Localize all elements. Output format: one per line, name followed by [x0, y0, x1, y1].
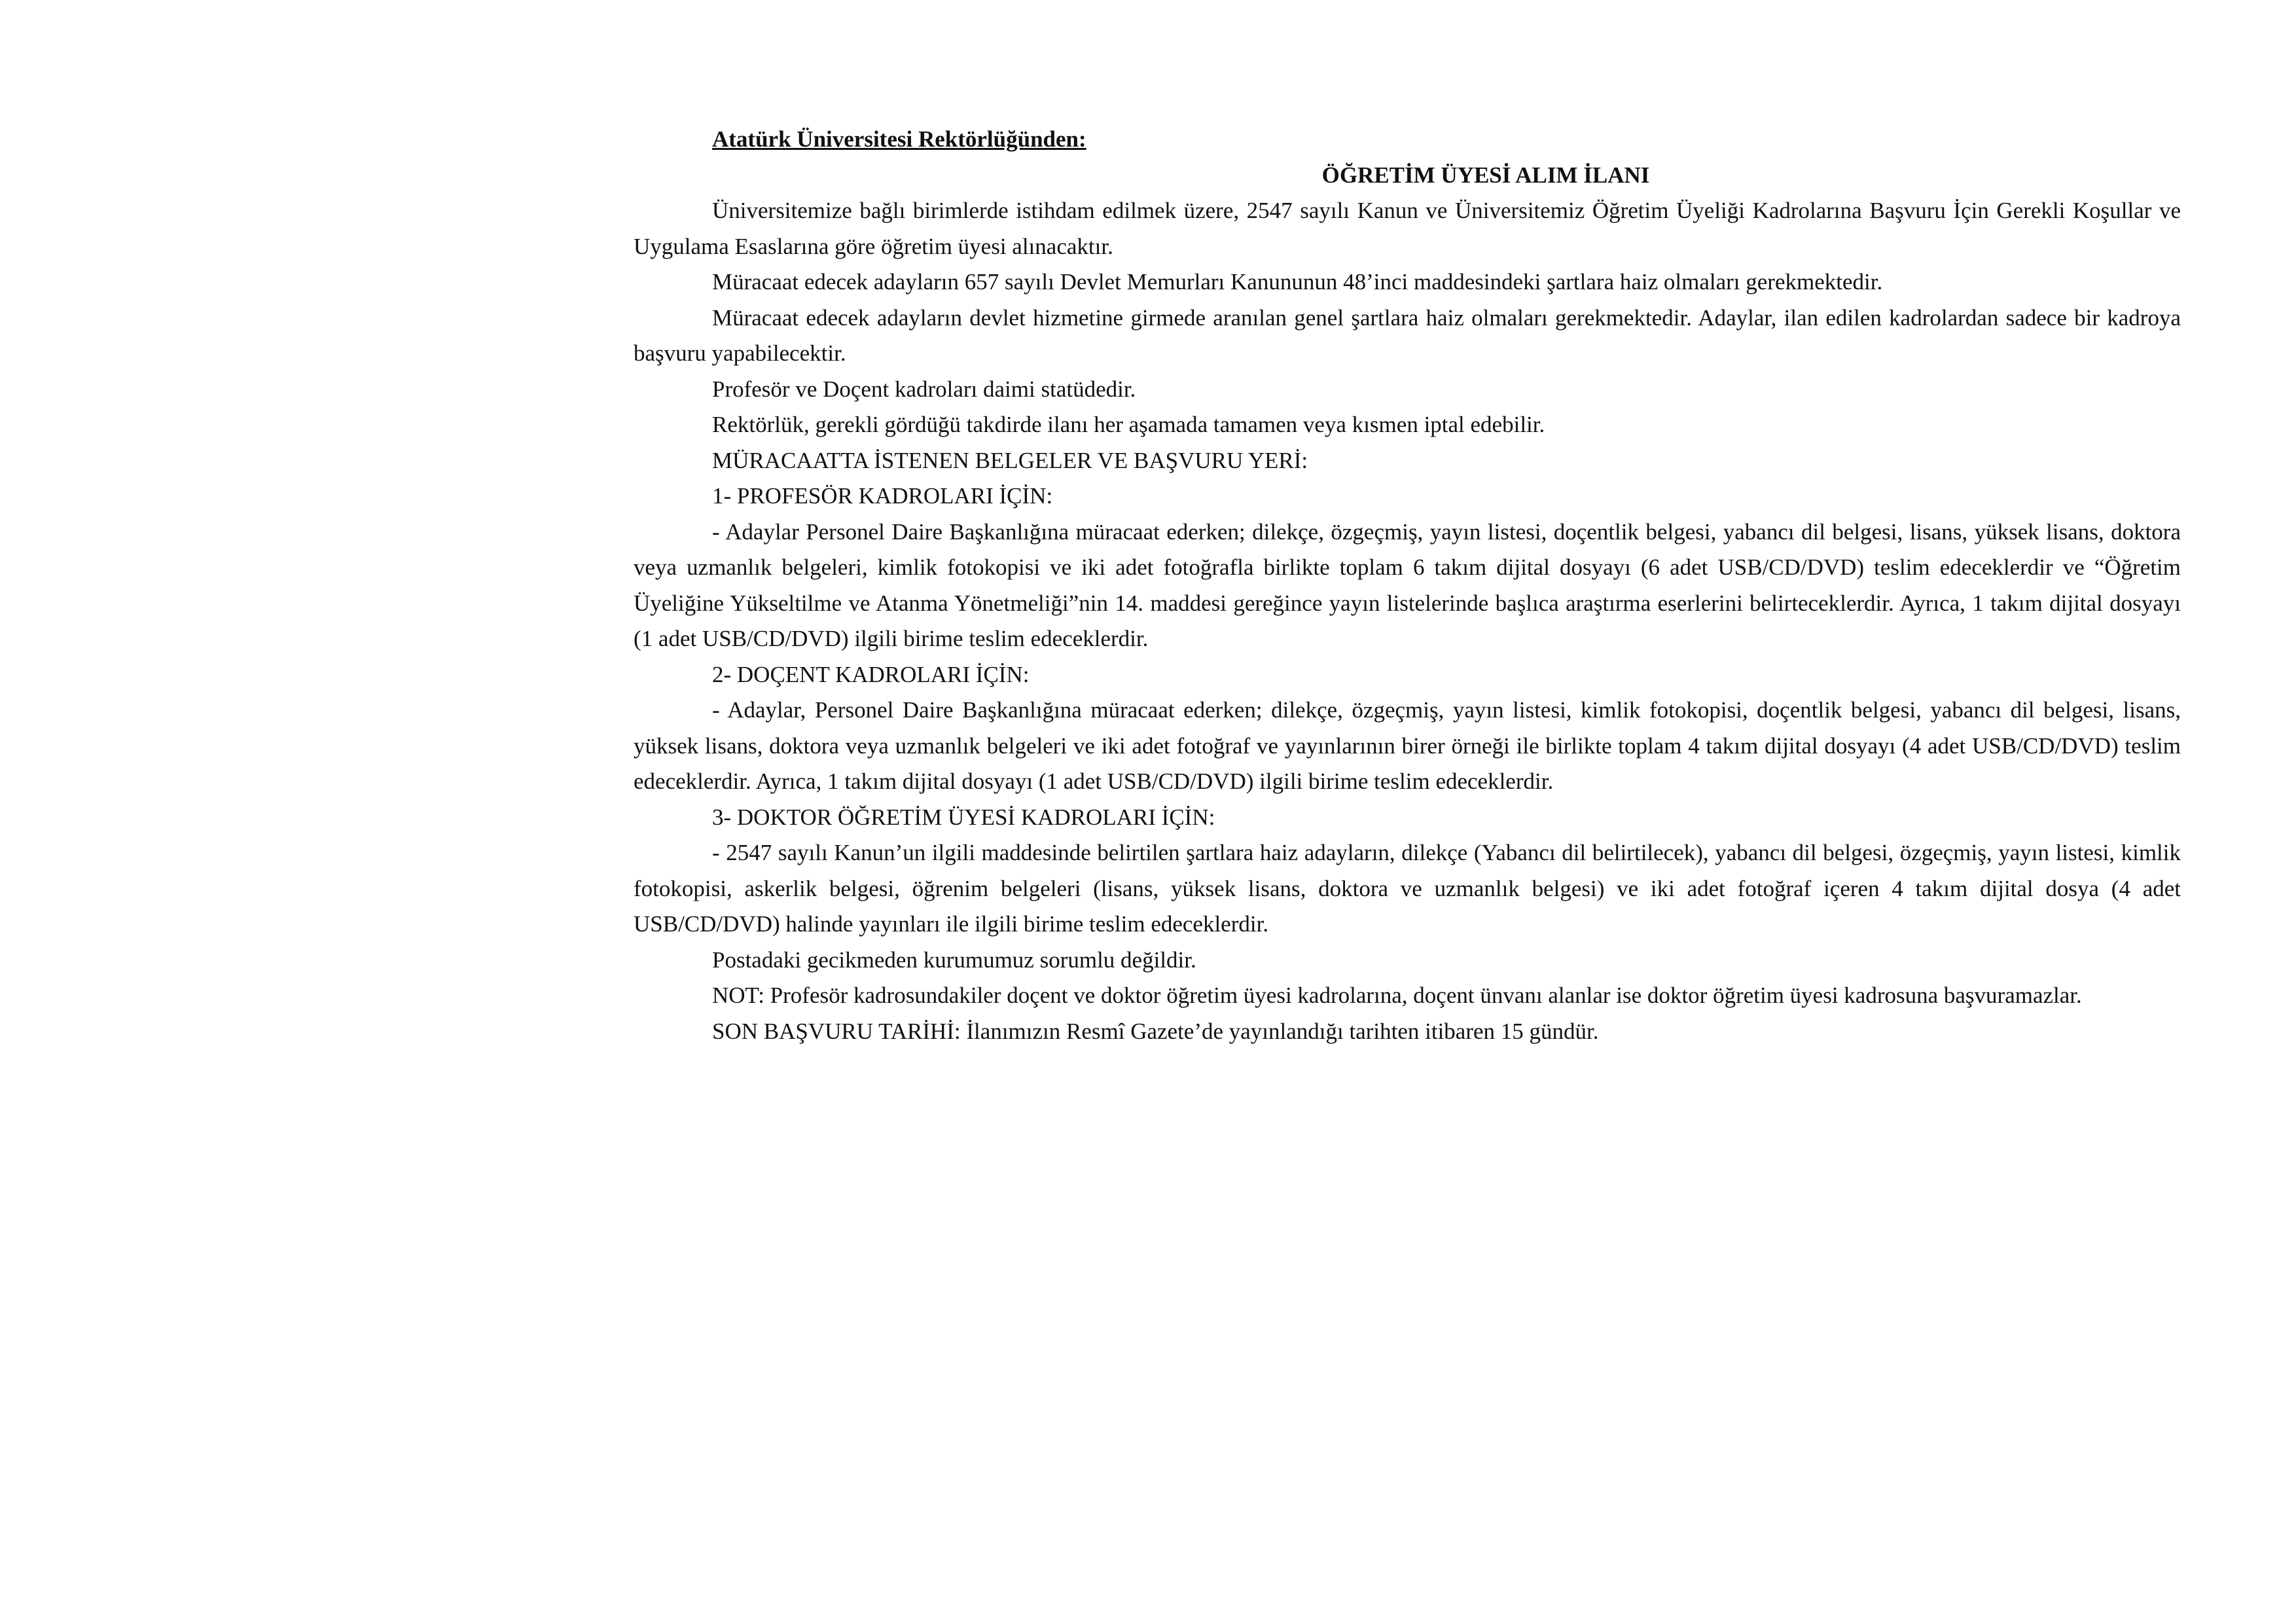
paragraph-doctor-faculty-requirements: - 2547 sayılı Kanun’un ilgili maddesinde belirtilen şartlara haiz adayların, dilekçe (Yabancı dil belirtilecek), yabancı dil belgesi, özgeçmiş, yayın listesi, kimlik fotokopisi, askerlik belgesi, öğrenim belgeleri (lisans, yüksek lisans, doktora ve uzmanlık belgesi) ve iki adet fotoğraf içeren 4 takım dijital dosya (4 adet USB/CD/DVD) halinde yayınları ile ilgili birime teslim edeceklerdir.	[634, 840, 2181, 937]
paragraph-cancellation: Rektörlük, gerekli gördüğü takdirde ilanı her aşamada tamamen veya kısmen iptal edebilir.	[712, 412, 1545, 437]
section-heading-professor: 1- PROFESÖR KADROLARI İÇİN:	[712, 483, 1053, 509]
paragraph-professor-requirements: - Adaylar Personel Daire Başkanlığına müracaat ederken; dilekçe, özgeçmiş, yayın listesi, doçentlik belgesi, yabancı dil belgesi, lisans, yüksek lisans, doktora veya uzmanlık belgeleri, kimlik fotokopisi ve iki adet fotoğrafla birlikte toplam 6 takım dijital dosyayı (6 adet USB/CD/DVD) teslim edeceklerdir ve “Öğretim Üyeliğine Yükseltilme ve Atanma Yönetmeliği”nin 14. maddesi gereğince yayın listelerinde başlıca araştırma eserlerini belirteceklerdir. Ayrıca, 1 takım dijital dosyayı (1 adet USB/CD/DVD) ilgili birime teslim edeceklerdir.	[634, 518, 2181, 651]
paragraph-postal-delay: Postadaki gecikmeden kurumumuz sorumlu değildir.	[712, 947, 1196, 973]
section-heading-associate-professor: 2- DOÇENT KADROLARI İÇİN:	[712, 661, 1030, 687]
paragraph-deadline: SON BAŞVURU TARİHİ: İlanımızın Resmî Gazete’de yayınlandığı tarihten itibaren 15 gündür.	[712, 1018, 1599, 1044]
paragraph-permanent-status: Profesör ve Doçent kadroları daimi statüdedir.	[712, 376, 1136, 402]
paragraph-note: NOT: Profesör kadrosundakiler doçent ve doktor öğretim üyesi kadrolarına, doçent ünvanı alanlar ise doktor öğretim üyesi kadrosuna başvuramazlar.	[712, 983, 2082, 1008]
paragraph-657-conditions: Müracaat edecek adayların 657 sayılı Devlet Memurları Kanununun 48’inci maddesindeki şartlara haiz olmaları gerekmektedir.	[712, 269, 1883, 295]
paragraph-associate-professor-requirements: - Adaylar, Personel Daire Başkanlığına müracaat ederken; dilekçe, özgeçmiş, yayın listesi, kimlik fotokopisi, doçentlik belgesi, yabancı dil belgesi, lisans, yüksek lisans, doktora veya uzmanlık belgeleri ve iki adet fotoğraf ve yayınlarının birer örneği ile birlikte toplam 4 takım dijital dosyayı (4 adet USB/CD/DVD) teslim edeceklerdir. Ayrıca, 1 takım dijital dosyayı (1 adet USB/CD/DVD) ilgili birime teslim edeceklerdir.	[634, 697, 2181, 794]
section-heading-documents: MÜRACAATTA İSTENEN BELGELER VE BAŞVURU YERİ:	[712, 447, 1308, 473]
section-heading-doctor-faculty: 3- DOKTOR ÖĞRETİM ÜYESİ KADROLARI İÇİN:	[712, 804, 1215, 830]
issuer-heading: Atatürk Üniversitesi Rektörlüğünden:	[712, 126, 1086, 152]
announcement-document	[634, 122, 2181, 1049]
paragraph-intro: Üniversitemize bağlı birimlerde istihdam edilmek üzere, 2547 sayılı Kanun ve Üniversitemiz Öğretim Üyeliği Kadrolarına Başvuru İçin Gerekli Koşullar ve Uygulama Esaslarına göre öğretim üyesi alınacaktır.	[634, 198, 2181, 259]
paragraph-general-conditions: Müracaat edecek adayların devlet hizmetine girmede aranılan genel şartlara haiz olmaları gerekmektedir. Adaylar, ilan edilen kadrolardan sadece bir kadroya başvuru yapabilecektir.	[634, 304, 2181, 366]
document-title: ÖĞRETİM ÜYESİ ALIM İLANI	[1321, 162, 1650, 188]
